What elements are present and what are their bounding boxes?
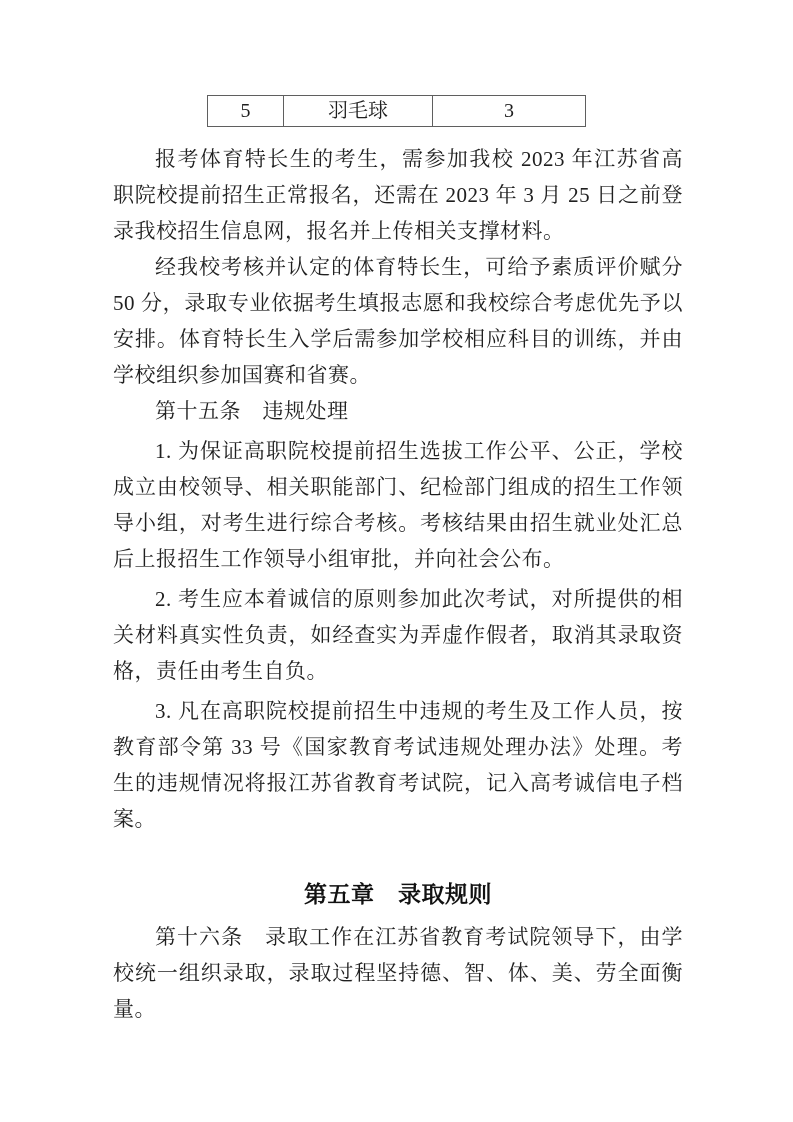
table-row [208,96,586,127]
article-15-item-2: 2. 考生应本着诚信的原则参加此次考试，对所提供的相关材料真实性负责，如经查实为弄虚作假者，取消其录取资格，责任由考生自负。 [113,587,683,683]
sports-quota-table [207,95,586,127]
article-15-heading: 第十五条 违规处理 [155,399,349,423]
table-cell-quota: 3 [433,96,586,127]
paragraph-article-16: 第十六条 录取工作在江苏省教育考试院领导下，由学校统一组织录取，录取过程坚持德、智、体、美、劳全面衡量。 [113,925,683,1021]
article-15-item-1: 1. 为保证高职院校提前招生选拔工作公平、公正，学校成立由校领导、相关职能部门、纪检部门组成的招生工作领导小组，对考生进行综合考核。考核结果由招生就业处汇总后上报招生工作领导小组审批，并向社会公布。 [113,439,683,571]
chapter-5-heading: 第五章 录取规则 [304,881,492,907]
document-body [113,141,683,1027]
table-cell-sport: 羽毛球 [284,96,433,127]
table-cell-number: 5 [208,96,284,127]
article-15-item-3: 3. 凡在高职院校提前招生中违规的考生及工作人员，按教育部令第 33 号《国家教育考试违规处理办法》处理。考生的违规情况将报江苏省教育考试院，记入高考诚信电子档案。 [113,699,683,831]
paragraph-sports-assessment: 经我校考核并认定的体育特长生，可给予素质评价赋分 50 分，录取专业依据考生填报志愿和我校综合考虑优先予以安排。体育特长生入学后需参加学校相应科目的训练，并由学校组织参加国赛和省赛。 [113,255,683,387]
paragraph-sports-registration: 报考体育特长生的考生，需参加我校 2023 年江苏省高职院校提前招生正常报名，还需在 2023 年 3 月 25 日之前登录我校招生信息网，报名并上传相关支撑材料。 [113,147,683,243]
